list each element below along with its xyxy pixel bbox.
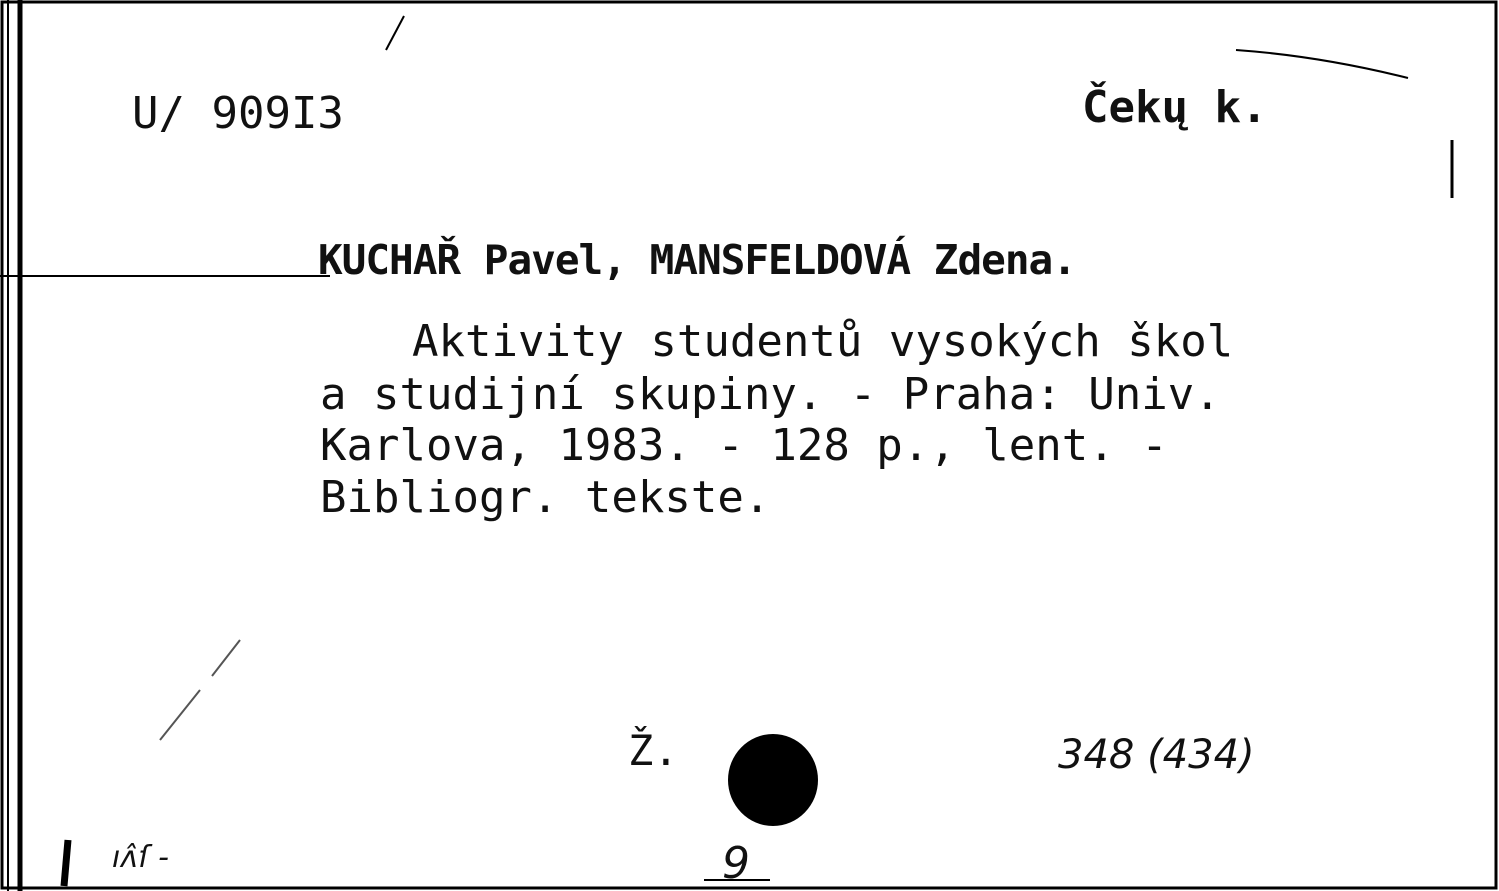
- punch-hole: [728, 734, 818, 826]
- bottom-left-ink-mark: [64, 840, 68, 886]
- description-line-2: a studijní skupiny. - Praha: Univ.: [320, 369, 1221, 420]
- description-line-1: Aktivity studentů vysokých škol: [412, 316, 1234, 367]
- handwritten-scribble: ıᴧ̂ſ -: [112, 840, 170, 875]
- top-slash-mark: [386, 16, 404, 50]
- top-right-pen-stroke: [1236, 50, 1408, 78]
- pencil-diagonal-mark: [160, 640, 240, 740]
- handwritten-number: 9: [722, 838, 750, 889]
- call-number: U/ 909I3: [132, 88, 344, 139]
- location-mark: Ž.: [628, 726, 679, 775]
- language-code: Čekų k.: [1082, 82, 1268, 133]
- authors-heading: KUCHAŘ Pavel, MANSFELDOVÁ Zdena.: [318, 236, 1076, 284]
- handwritten-shelf-number: 348 (434): [1058, 732, 1255, 778]
- description-line-4: Bibliogr. tekste.: [320, 472, 771, 523]
- description-line-3: Karlova, 1983. - 128 p., lent. -: [320, 420, 1168, 471]
